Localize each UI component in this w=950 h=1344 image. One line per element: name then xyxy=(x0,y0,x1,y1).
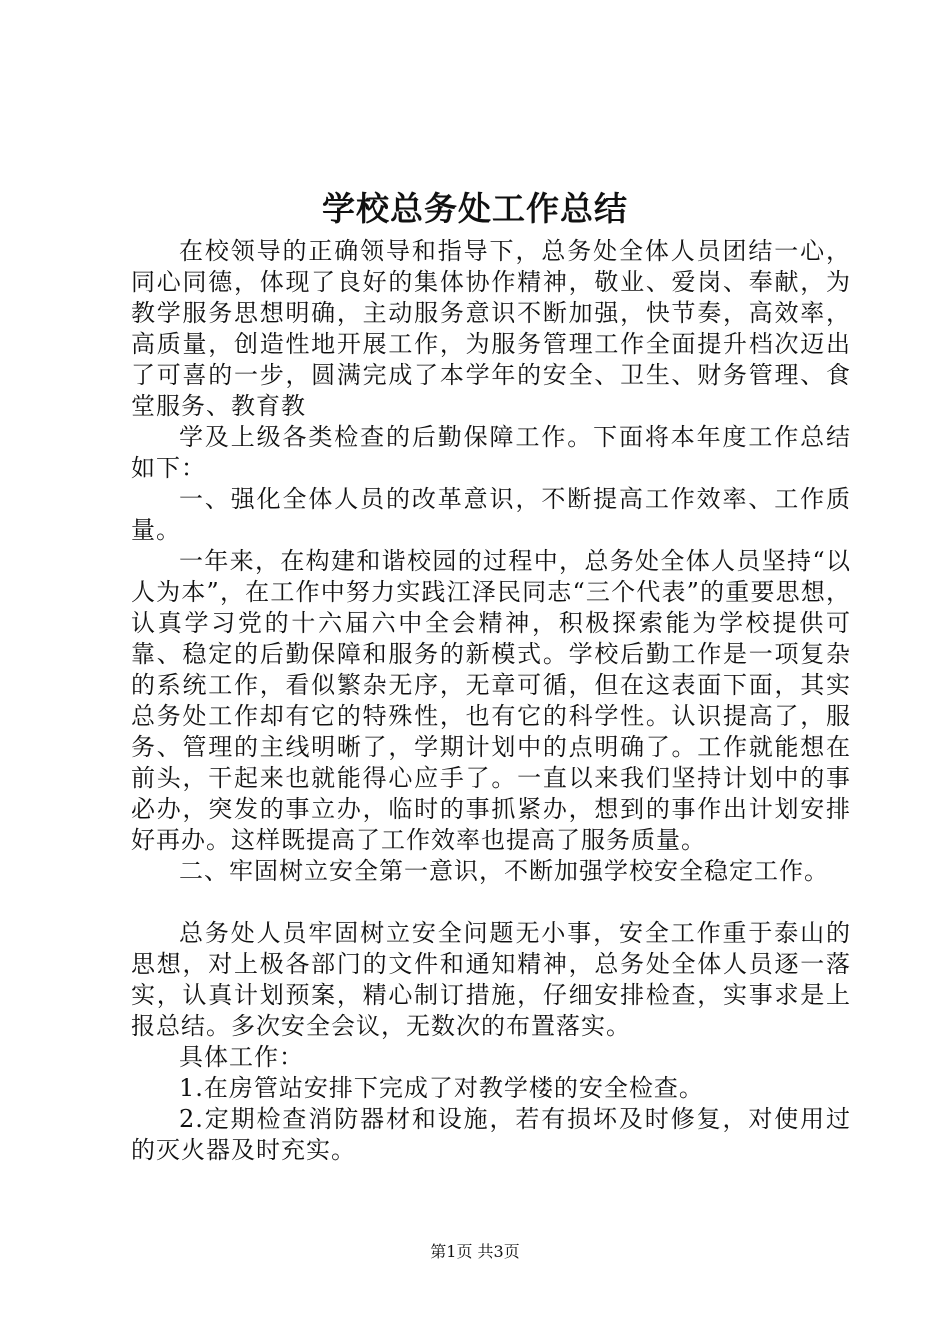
document-title: 学校总务处工作总结 xyxy=(322,189,628,228)
list-item: 1.在房管站安排下完成了对教学楼的安全检查。 xyxy=(179,1074,704,1102)
section-heading: 一、强化全体人员的改革意识，不断提高工作效率、工作质量。 xyxy=(131,485,851,544)
page-footer: 第1页 共3页 xyxy=(430,1242,520,1261)
paragraph: 总务处人员牢固树立安全问题无小事，安全工作重于泰山的思想，对上极各部门的文件和通知精神，总务处全体人员逐一落实，认真计划预案，精心制订措施，仔细安排检查，实事求是上报总结。多次安全会议，无数次的布置落实。 xyxy=(131,919,851,1040)
paragraph: 在校领导的正确领导和指导下，总务处全体人员团结一心，同心同德，体现了良好的集体协作精神，敬业、爱岗、奉献，为教学服务思想明确，主动服务意识不断加强，快节奏，高效率，高质量，创造性地开展工作，为服务管理工作全面提升档次迈出了可喜的一步，圆满完成了本学年的安全、卫生、财务管理、食堂服务、教育教 xyxy=(131,237,851,420)
paragraph: 一年来，在构建和谐校园的过程中，总务处全体人员坚持“以人为本”，在工作中努力实践江泽民同志“三个代表”的重要思想，认真学习党的十六届六中全会精神，积极探索能为学校提供可靠、稳定的后勤保障和服务的新模式。学校后勤工作是一项复杂的系统工作，看似繁杂无序，无章可循，但在这表面下面，其实总务处工作却有它的特殊性，也有它的科学性。认识提高了，服务、管理的主线明晰了，学期计划中的点明确了。工作就能想在前头，干起来也就能得心应手了。一直以来我们坚持计划中的事必办，突发的事立办，临时的事抓紧办，想到的事作出计划安排好再办。这样既提高了工作效率也提高了服务质量。 xyxy=(131,547,851,854)
list-item: 2.定期检查消防器材和设施，若有损坏及时修复，对使用过的灭火器及时充实。 xyxy=(131,1105,851,1164)
paragraph: 学及上级各类检查的后勤保障工作。下面将本年度工作总结如下： xyxy=(131,423,851,482)
document-body xyxy=(131,236,851,1166)
section-heading: 二、牢固树立安全第一意识，不断加强学校安全稳定工作。 xyxy=(179,857,829,885)
paragraph: 具体工作： xyxy=(179,1043,304,1071)
